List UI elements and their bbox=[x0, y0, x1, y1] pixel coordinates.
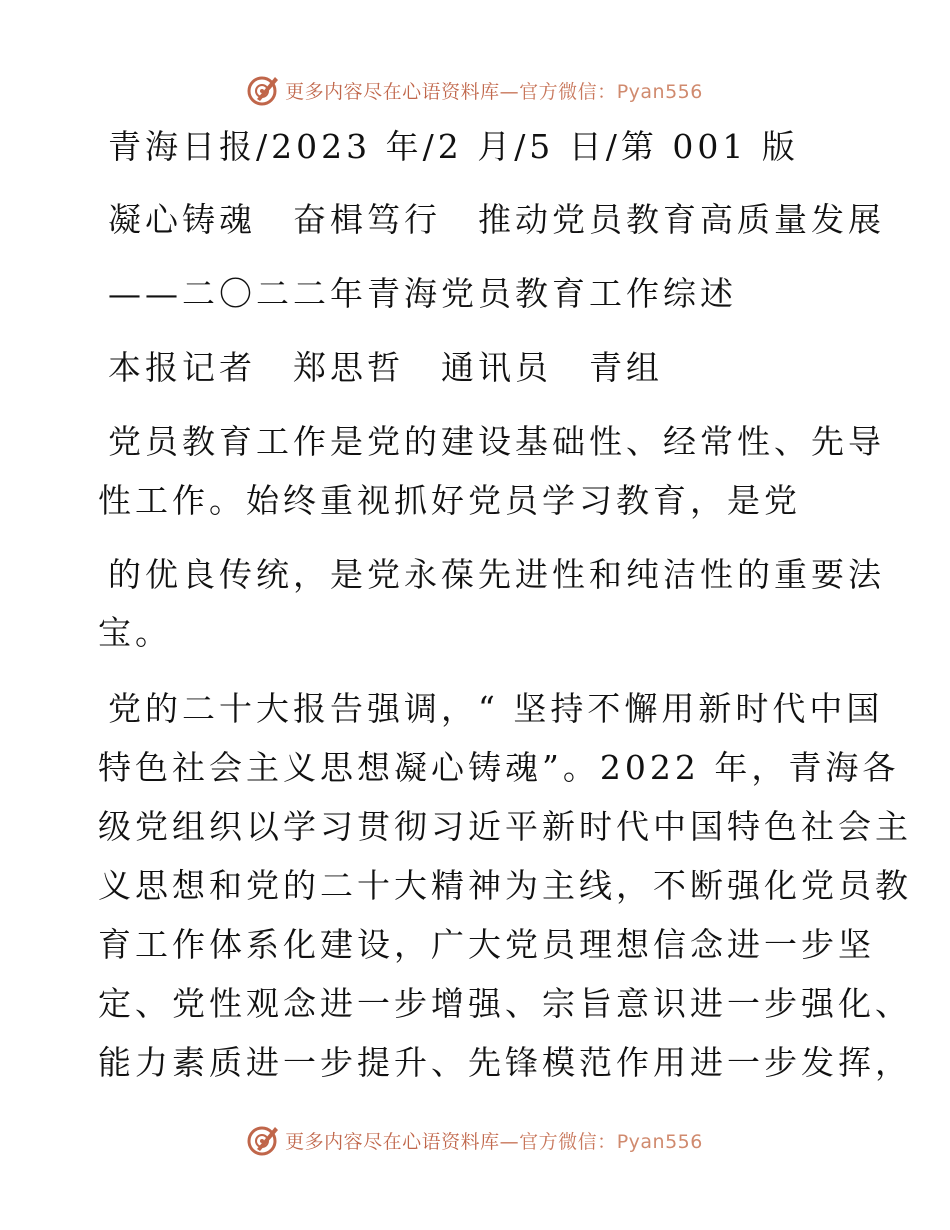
watermark-official: 官方微信： bbox=[519, 80, 617, 103]
watermark-main: 更多内容尽在心语资料库 bbox=[285, 80, 500, 103]
dateline: 青海日报/2023 年/2 月/5 日/第 001 版 bbox=[108, 127, 799, 166]
watermark-text bbox=[285, 77, 703, 104]
pen-logo-icon bbox=[247, 73, 281, 107]
header-watermark bbox=[0, 70, 950, 110]
byline: 本报记者 郑思哲 通讯员 青组 bbox=[108, 348, 663, 387]
paragraph-line: 宝。 bbox=[98, 613, 172, 652]
watermark-text bbox=[285, 1127, 703, 1154]
article-subtitle: ——二〇二二年青海党员教育工作综述 bbox=[108, 274, 737, 313]
watermark-official: 官方微信： bbox=[519, 1130, 617, 1153]
paragraph-line: 级党组织以学习贯彻习近平新时代中国特色社会主 bbox=[98, 807, 912, 846]
article-title: 凝心铸魂 奋楫笃行 推动党员教育高质量发展 bbox=[108, 200, 885, 239]
watermark-main: 更多内容尽在心语资料库 bbox=[285, 1130, 500, 1153]
paragraph-line: 育工作体系化建设，广大党员理想信念进一步坚 bbox=[98, 925, 875, 964]
paragraph-line: 特色社会主义思想凝心铸魂”。2022 年，青海各 bbox=[98, 748, 900, 787]
pen-logo-icon bbox=[247, 1123, 281, 1157]
paragraph-line: 定、党性观念进一步增强、宗旨意识进一步强化、 bbox=[98, 984, 912, 1023]
paragraph-line: 义思想和党的二十大精神为主线，不断强化党员教 bbox=[98, 866, 912, 905]
watermark-dash: — bbox=[499, 80, 520, 103]
watermark-dash: — bbox=[499, 1130, 520, 1153]
paragraph-line: 能力素质进一步提升、先锋模范作用进一步发挥， bbox=[98, 1043, 912, 1082]
watermark-wechat-id: Pyan556 bbox=[616, 80, 703, 103]
paragraph-line: 的优良传统，是党永葆先进性和纯洁性的重要法 bbox=[108, 555, 885, 594]
paragraph-line: 党的二十大报告强调，“ 坚持不懈用新时代中国 bbox=[108, 689, 884, 728]
footer-watermark bbox=[0, 1120, 950, 1160]
paragraph-line: 性工作。始终重视抓好党员学习教育，是党 bbox=[98, 481, 801, 520]
watermark-wechat-id: Pyan556 bbox=[616, 1130, 703, 1153]
paragraph-line: 党员教育工作是党的建设基础性、经常性、先导 bbox=[108, 422, 885, 461]
